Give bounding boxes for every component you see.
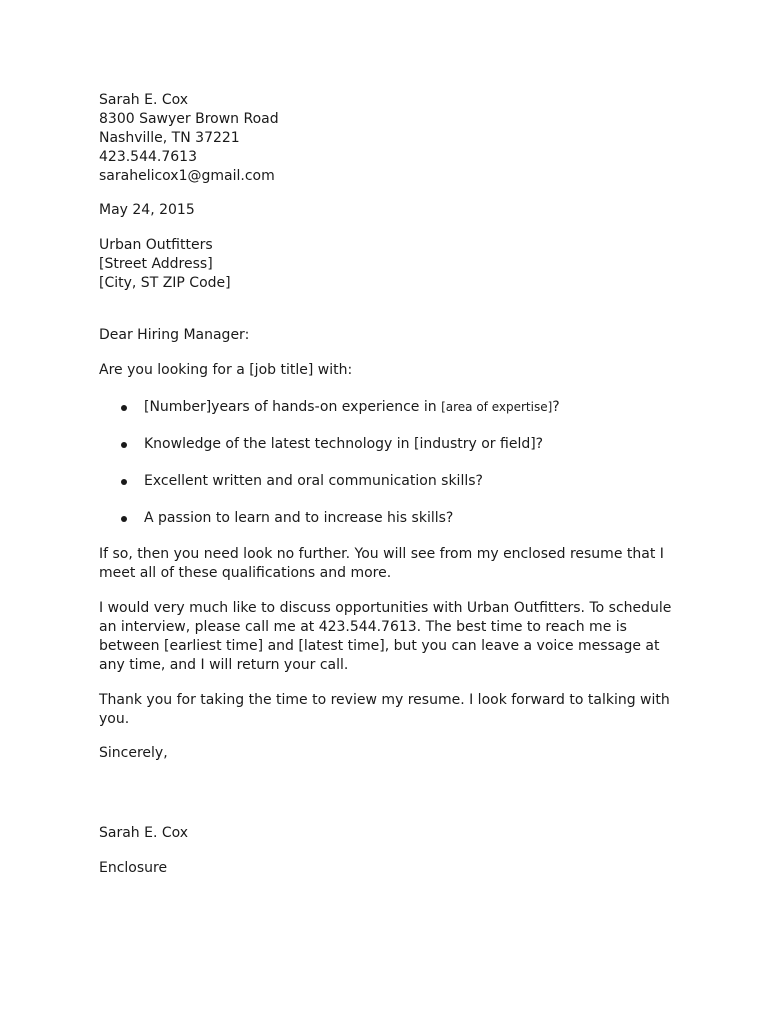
bullet-icon	[121, 516, 127, 522]
paragraph-line: an interview, please call me at 423.544.7613. The best time to reach me is	[99, 619, 627, 635]
paragraph-line: If so, then you need look no further. You will see from my enclosed resume that I	[99, 546, 664, 562]
bullet-text: Knowledge of the latest technology in [industry or field]?	[144, 436, 544, 452]
sender-email: sarahelicox1@gmail.com	[99, 168, 275, 184]
list-item	[99, 398, 679, 417]
bullet-icon	[121, 405, 127, 411]
date-text: May 24, 2015	[99, 202, 195, 218]
sender-name: Sarah E. Cox	[99, 92, 189, 108]
paragraph-line: you.	[99, 711, 130, 727]
salutation-text: Dear Hiring Manager:	[99, 327, 250, 343]
recipient-street: [Street Address]	[99, 256, 213, 272]
enclosure-text: Enclosure	[99, 860, 168, 876]
salutation	[99, 326, 679, 345]
closing	[99, 744, 679, 763]
sender-street: 8300 Sawyer Brown Road	[99, 111, 279, 127]
sender-address-block	[99, 91, 679, 186]
list-item	[99, 435, 679, 454]
bullet-text: Excellent written and oral communication skills?	[144, 473, 483, 489]
recipient-city-state-zip: [City, ST ZIP Code]	[99, 275, 231, 291]
cover-letter-page	[99, 91, 679, 878]
body-paragraph-2	[99, 599, 679, 675]
sender-phone: 423.544.7613	[99, 149, 197, 165]
sender-city-state-zip: Nashville, TN 37221	[99, 130, 240, 146]
intro-text: Are you looking for a [job title] with:	[99, 362, 353, 378]
paragraph-line: any time, and I will return your call.	[99, 657, 349, 673]
bullet-text-part1: [Number]years of hands-on experience in	[144, 399, 442, 415]
paragraph-line: Thank you for taking the time to review my resume. I look forward to talking with	[99, 692, 670, 708]
list-item	[99, 472, 679, 491]
paragraph-line: between [earliest time] and [latest time], but you can leave a voice message at	[99, 638, 660, 654]
paragraph-line: meet all of these qualifications and more.	[99, 565, 392, 581]
signature	[99, 824, 679, 843]
body-paragraph-3	[99, 691, 679, 729]
list-item	[99, 509, 679, 528]
recipient-company: Urban Outfitters	[99, 237, 213, 253]
letter-date	[99, 201, 679, 220]
recipient-address-block	[99, 236, 679, 293]
bullet-text: A passion to learn and to increase his skills?	[144, 510, 454, 526]
bullet-text-small: [area of expertise]	[441, 400, 553, 414]
qualifications-list	[99, 398, 679, 528]
enclosure-note	[99, 859, 679, 878]
bullet-icon	[121, 479, 127, 485]
paragraph-line: I would very much like to discuss opportunities with Urban Outfitters. To schedule	[99, 600, 672, 616]
bullet-text-part2: ?	[552, 399, 560, 415]
body-paragraph-1	[99, 545, 679, 583]
signature-name: Sarah E. Cox	[99, 825, 189, 841]
intro-paragraph	[99, 361, 679, 380]
bullet-icon	[121, 442, 127, 448]
closing-text: Sincerely,	[99, 745, 168, 761]
